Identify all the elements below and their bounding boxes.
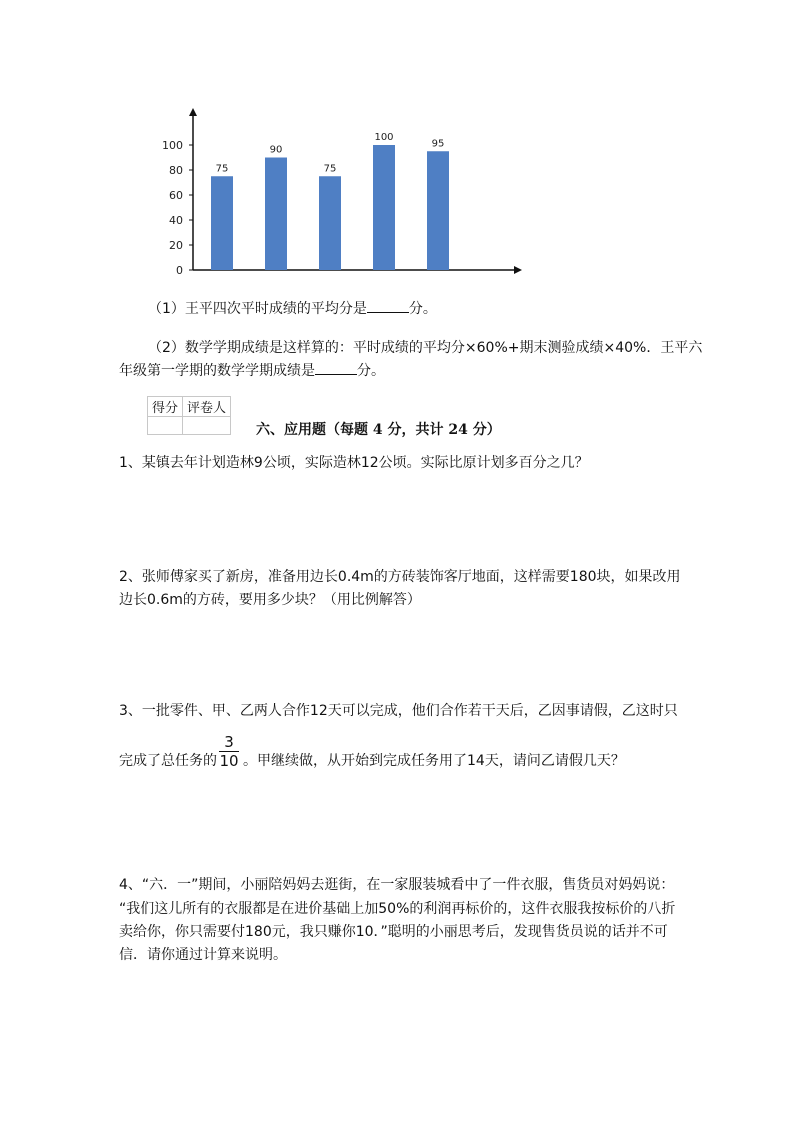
x-axis-arrow xyxy=(514,266,522,274)
score-box xyxy=(147,396,231,435)
bar-value-label: 75 xyxy=(215,163,229,175)
bar-value-label: 90 xyxy=(269,144,283,156)
q1-text-after: 分。 xyxy=(408,301,437,317)
grader-cell[interactable] xyxy=(183,417,231,435)
y-tick-label: 40 xyxy=(169,214,183,227)
y-axis-arrow xyxy=(189,108,197,116)
chart-question-1 xyxy=(148,298,437,320)
bar-value-label: 75 xyxy=(323,163,337,175)
problem-4-line4: 信．请你通过计算来说明。 xyxy=(119,947,287,963)
score-label: 得分 xyxy=(148,397,183,417)
problem-3-line1: 3、一批零件、甲、乙两人合作12天可以完成，他们合作若干天后，乙因事请假，乙这时只 xyxy=(119,703,678,719)
chart-question-2-line1: （2）数学学期成绩是这样算的：平时成绩的平均分×60%+期末测验成绩×40%．王平六 xyxy=(148,340,703,356)
y-tick-label: 80 xyxy=(169,164,183,177)
problem-2-line1: 2、张师傅家买了新房，准备用边长0.4m的方砖装饰客厅地面，这样需要180块，如果改用 xyxy=(119,569,681,585)
y-tick-label: 0 xyxy=(176,264,183,277)
chart-layer xyxy=(162,108,522,277)
bar-value-label: 100 xyxy=(374,132,394,143)
section-title: 六、应用题（每题 4 分，共计 24 分） xyxy=(256,422,501,438)
bar-1 xyxy=(211,176,233,270)
q1-answer-blank[interactable] xyxy=(367,298,409,313)
chart-question-2-line2 xyxy=(119,360,385,382)
problem-1: 1、某镇去年计划造林9公顷，实际造林12公顷。实际比原计划多百分之几？ xyxy=(119,455,589,471)
bar-3 xyxy=(319,176,341,270)
p3-text-before: 完成了总任务的 xyxy=(119,753,217,769)
bar-value-label: 95 xyxy=(431,138,445,150)
q2-answer-blank[interactable] xyxy=(315,360,357,375)
problem-4-line2: “我们这儿所有的衣服都是在进价基础上加50%的利润再标价的，这件衣服我按标价的八折 xyxy=(119,901,676,917)
fraction-three-tenths xyxy=(219,733,239,770)
problem-4-line1: 4、“六．一”期间，小丽陪妈妈去逛街，在一家服装城看中了一件衣服，售货员对妈妈说： xyxy=(119,877,675,893)
q1-text-before: （1）王平四次平时成绩的平均分是 xyxy=(148,301,367,317)
fraction-numerator: 3 xyxy=(224,733,234,751)
y-tick-label: 60 xyxy=(169,189,183,202)
p3-text-after: 。甲继续做，从开始到完成任务用了14天，请问乙请假几天？ xyxy=(243,753,625,769)
q2-text-before: 年级第一学期的数学学期成绩是 xyxy=(119,363,315,379)
fraction-denominator: 10 xyxy=(219,752,239,770)
bar-5 xyxy=(427,151,449,270)
score-cell[interactable] xyxy=(148,417,183,435)
q2-text-after: 分。 xyxy=(357,363,385,379)
bar-4 xyxy=(373,145,395,270)
problem-2-line2: 边长0.6m的方砖，要用多少块？（用比例解答） xyxy=(119,592,421,608)
y-tick-label: 20 xyxy=(169,239,183,252)
bar-2 xyxy=(265,158,287,271)
score-bar-chart xyxy=(150,100,540,285)
grader-label: 评卷人 xyxy=(183,397,231,417)
problem-3-line2 xyxy=(119,733,625,772)
problem-4-line3: 卖给你，你只需要付180元，我只赚你10．”聪明的小丽思考后，发现售货员说的话并不可 xyxy=(119,924,668,940)
y-tick-label: 100 xyxy=(162,139,183,152)
